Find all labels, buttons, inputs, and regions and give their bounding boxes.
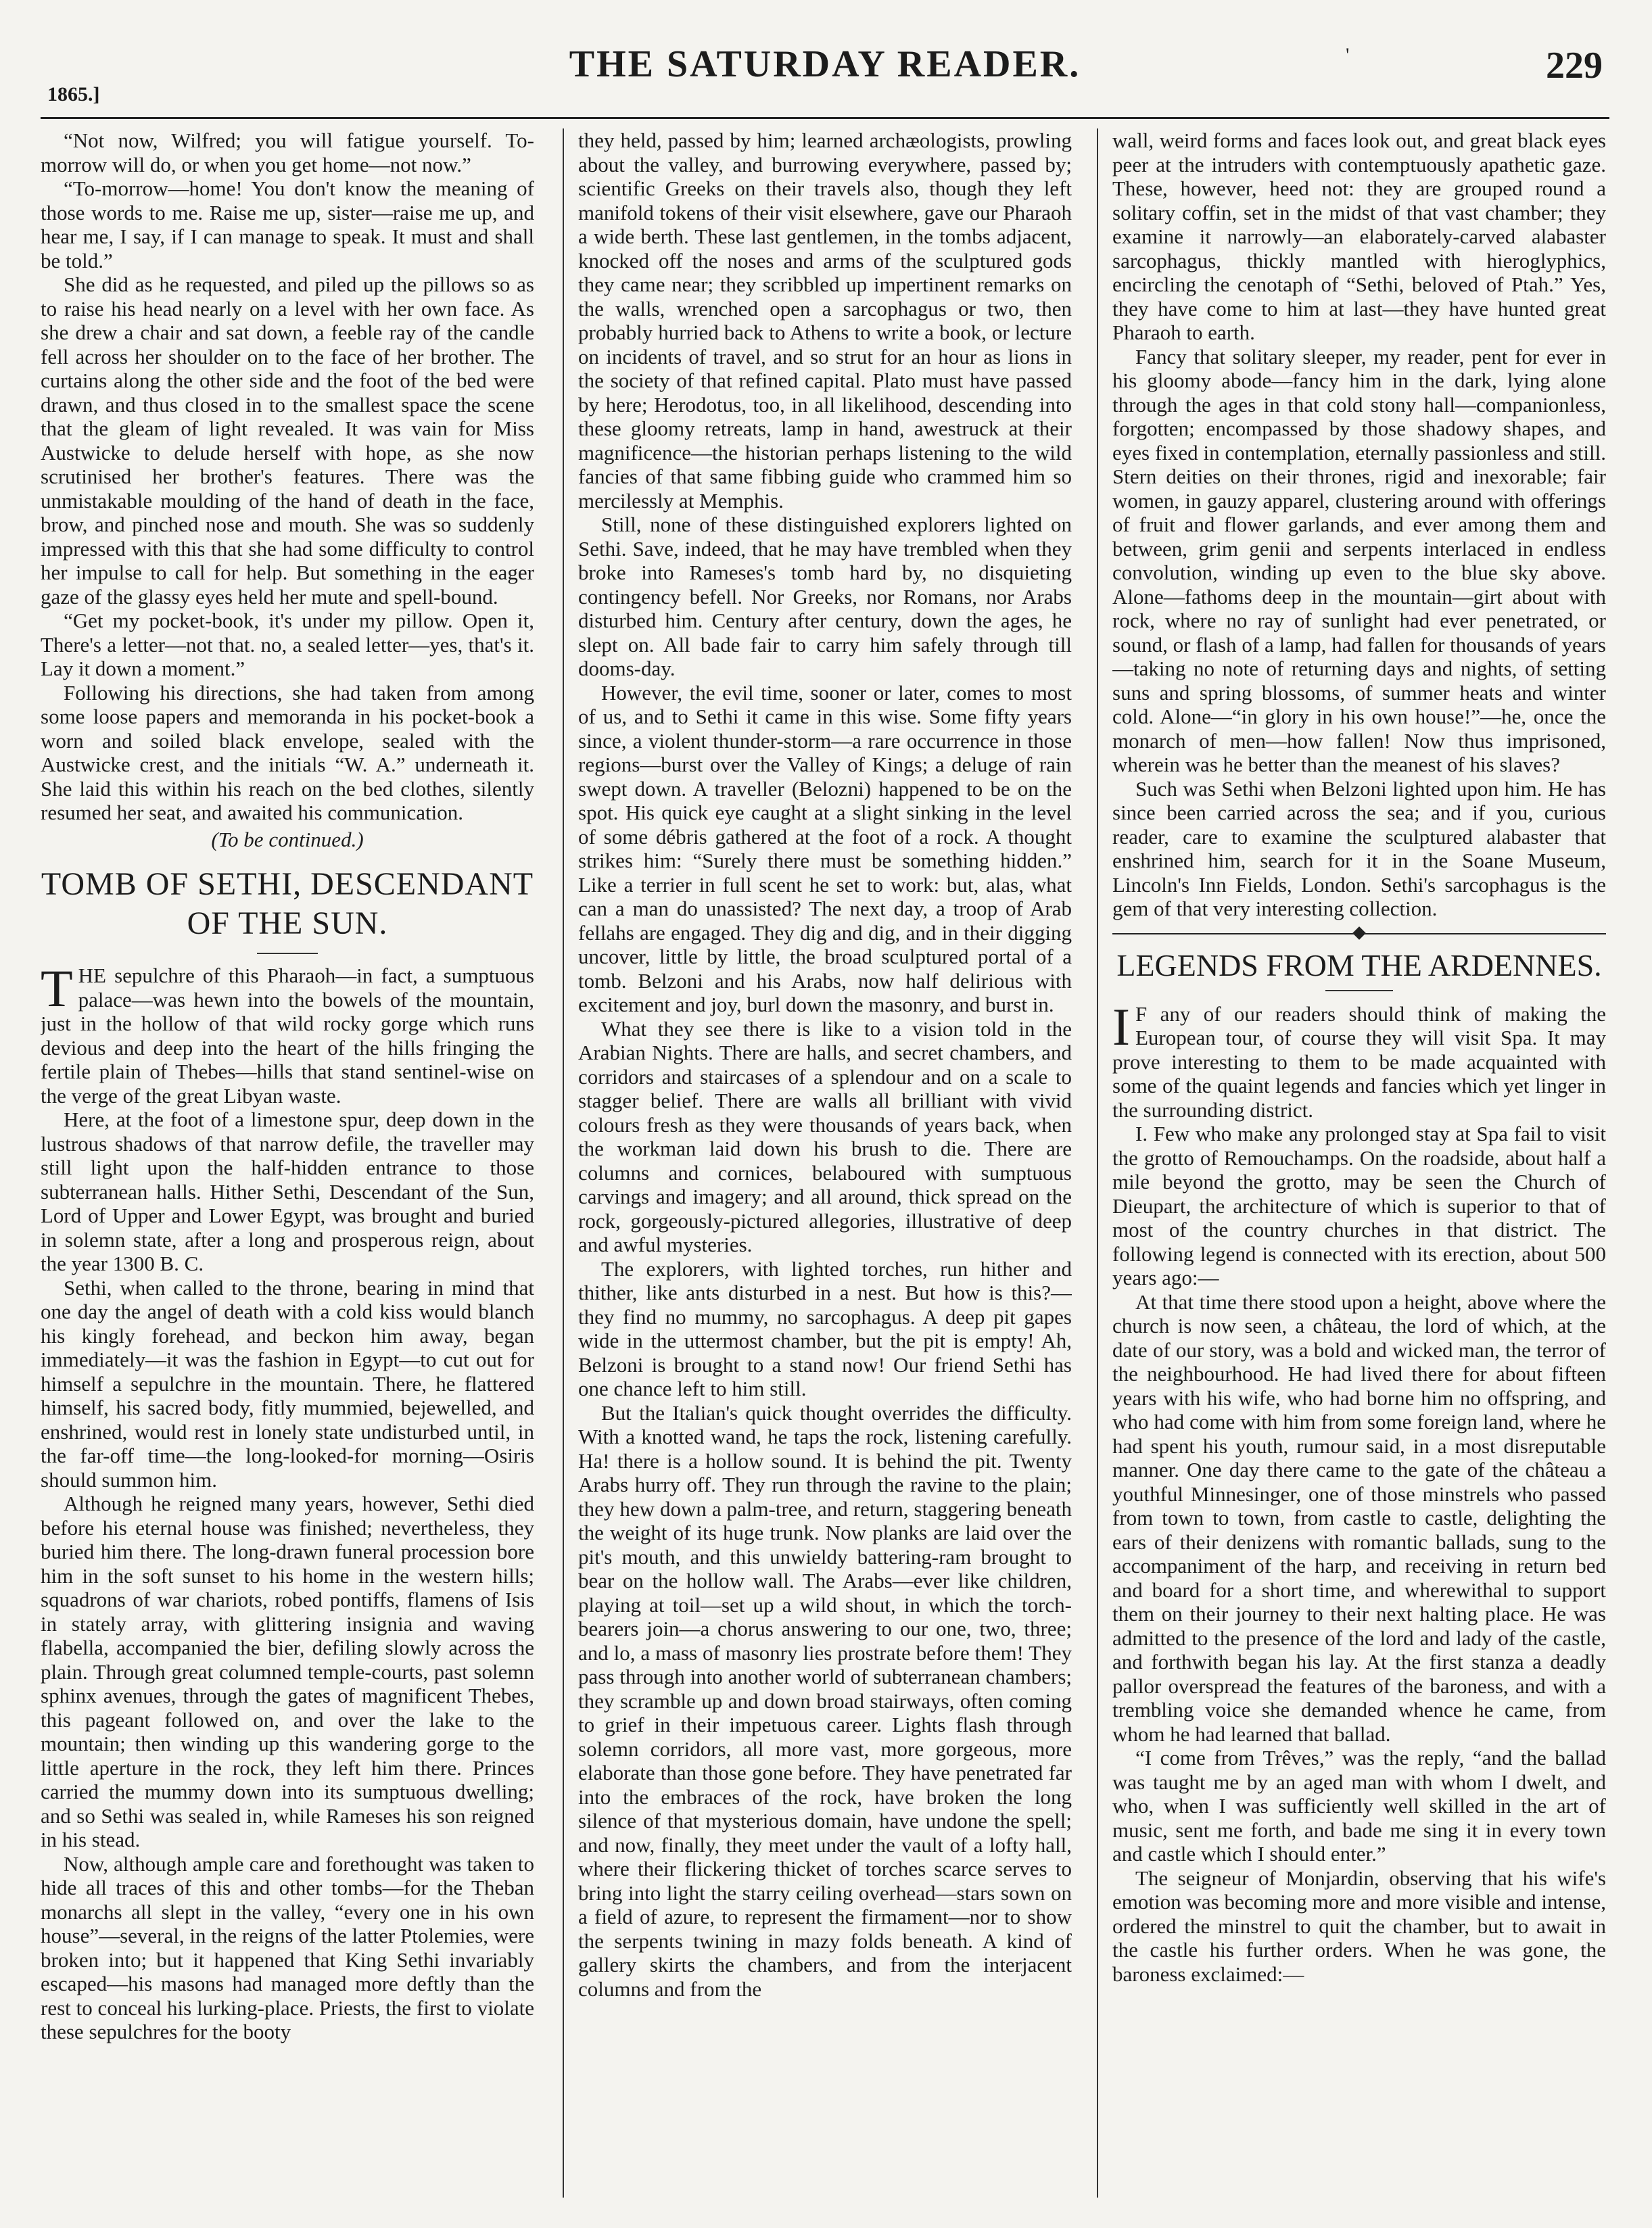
paragraph-text: F any of our readers should think of making the European tour, of course they will visit Spa. It may prove interesting to them to be made acquainted with some of the quaint legends and fancies which yet linger in the surrounding district.: [1112, 1001, 1606, 1122]
paragraph: Here, at the foot of a limestone spur, deep down in the lustrous shadows of that narrow defile, the traveller may still light upon the half-hidden entrance to those subterranean halls. Hither Sethi, Descendant of the Sun, Lord of Upper and Lower Egypt, was brought and buried in solemn state, after a long and prosperous reign, about the year 1300 B. C.: [41, 1108, 534, 1275]
paragraph: Now, although ample care and forethought was taken to hide all traces of this and other tombs—for the Theban monarchs all slept in the valley, “every one in his own house”—several, in the reigns of the latter Ptolemies, were broken into; but it happened that King Sethi invariably escaped—his masons had managed more deftly than the rest to conceal his lurking-place. Priests, the first to violate these sepulchres for the booty: [41, 1851, 534, 2043]
paragraph: At that time there stood upon a height, above where the church is now seen, a château, the lord of which, at the date of our story, was a bold and wicked man, the terror of the neighbourhood. He had lived there for about fifteen years with his wife, who had borne him no offspring, and who had come with him from some foreign land, where he had spent his youth, rumour said, in a most disreputable manner. One day there came to the gate of the château a youthful Minnesinger, one of those minstrels who passed from town to town, from castle to castle, delighting the ears of their denizens with romantic ballads, sung to the accompaniment of the harp, and receiving in return bed and board for a short time, and wherewithal to support them on their journey to their next halting place. He was admitted to the presence of the lord and lady of the castle, and forthwith began his lay. At the first stanza a deadly pallor overspread the features of the baroness, and with a trembling voice she demanded whence he came, from whom he had learned that ballad.: [1112, 1289, 1606, 1746]
paragraph: The explorers, with lighted torches, run hither and thither, like ants disturbed in a nest. But how is this?—they find no mummy, no sarcophagus. A deep pit gapes wide in the uttermost chamber, but the pit is empty! Ah, Belzoni is brought to a stand now! Our friend Sethi has one chance left to him still.: [578, 1256, 1072, 1400]
header-year: 1865.]: [47, 83, 100, 105]
newspaper-page: [41, 37, 1609, 2201]
paragraph: I. Few who make any prolonged stay at Spa fail to visit the grotto of Remouchamps. On the roadside, about half a mile beyond the grotto, may be seen the Church of Dieupart, the architecture of which is superior to that of most of the country churches in that district. The following legend is connected with its erection, about 500 years ago:—: [1112, 1122, 1606, 1289]
paragraph: “Get my pocket-book, it's under my pillow. Open it, There's a letter—not that. no, a sealed letter—yes, that's it. Lay it down a moment.”: [41, 609, 534, 680]
column-rule-2: [1097, 128, 1098, 2198]
drop-cap: I: [1112, 997, 1130, 1056]
paragraph: However, the evil time, sooner or later, comes to most of us, and to Sethi it came in this wise. Some fifty years since, a violent thunder-storm—a rare occurrence in those regions—burst over the Valley of Kings; a deluge of rain swept down. A traveller (Belozni) happened to be on the spot. His quick eye caught at a slight sinking in the level of some débris gathered at the foot of a rock. A thought strikes him: “Surely there must be something hidden.” Like a terrier in full scent he set to work: but, alas, what can a man do unassisted? The next day, a troop of Arab fellahs are engaged. They dig and dig, and in their digging uncover, little by little, the broad sculptured portal of a tomb. Belzoni and his Arabs, now half delirious with excitement and joy, burl down the masonry, and burst in.: [578, 680, 1072, 1016]
paragraph: “Not now, Wilfred; you will fatigue yourself. To-morrow will do, or when you get home—not now.”: [41, 128, 534, 176]
paragraph: “I come from Trêves,” was the reply, “and the ballad was taught me by an aged man with whom I dwelt, and who, when I was sufficiently well skilled in the art of music, sent me forth, and bade me sing it in every town and castle which I should enter.”: [1112, 1746, 1606, 1866]
paragraph: She did as he requested, and piled up the pillows so as to raise his head nearly on a level with her own face. As she drew a chair and sat down, a feeble ray of the candle fell across her shoulder on to the face of her brother. The curtains along the other side and the foot of the bed were drawn, and thus closed in to the smallest space the scene that the gleam of light revealed. It was vain for Miss Austwicke to delude herself with hope, as she now scrutinised her brother's features. There was the unmistakable moulding of the hand of death in the face, brow, and pinched nose and mouth. She was so suddenly impressed with this that she had some difficulty to control her impulse to call for help. But something in the eager gaze of the glassy eyes held her mute and spell-bound.: [41, 272, 534, 609]
paragraph: they held, passed by him; learned archæologists, prowling about the valley, and burrowing everywhere, passed by; scientific Greeks on their travels also, though they left manifold tokens of their visit elsewhere, gave our Pharaoh a wide berth. These last gentlemen, in the tombs adjacent, knocked off the noses and arms of the sculptured gods they came near; they scribbled up impertinent remarks on the walls, wrenched open a sarcophagus or two, then probably hurried back to Athens to write a book, or lecture on incidents of travel, and so strut for an hour as lions in the society of that refined capital. Plato must have passed by here; Herodotus, too, in all likelihood, descending into these gloomy retreats, lamp in hand, awestruck at their magnificence—the historian perhaps listening to the wild fancies of that same fibbing guide who crammed him so mercilessly at Memphis.: [578, 128, 1072, 513]
paragraph-first: [1112, 997, 1606, 1122]
column-2: [578, 128, 1072, 2198]
to-be-continued: (To be continued.): [211, 827, 364, 851]
paragraph: Fancy that solitary sleeper, my reader, pent for ever in his gloomy abode—fancy him in the dark, lying alone through the ages in that cold stony hall—companionless, forgotten; encompassed by those shadowy shapes, and eyes fixed in contemplation, eternally passionless and still. Stern deities on their thrones, rigid and inexorable; fair women, in gauzy apparel, clustering around with offerings of fruit and flower garlands, and ever among them and between, grim genii and serpents interlaced in endless convolution, winding up even to the blue sky above. Alone—fathoms deep in the mountain—girt about with rock, where no ray of sunlight had ever penetrated, or sound, or flash of a lamp, had fallen for thousands of years—taking no note of returning days and nights, of setting suns and spring blossoms, of summer heats and winter cold. Alone—“in glory in his own house!”—he, once the monarch of men—how fallen! Now thus imprisoned, wherein was he better than the meanest of his slaves?: [1112, 344, 1606, 776]
diamond-ornament: [1352, 926, 1366, 940]
header-rule: [41, 117, 1609, 119]
section-divider: [1112, 933, 1606, 934]
column-3: [1112, 128, 1606, 2198]
paragraph: Following his directions, she had taken from among some loose papers and memoranda in his pocket-book a worn and soiled black envelope, sealed with the Austwicke crest, and the initials “W. A.” underneath it. She laid this within his reach on the bed clothes, silently resumed her seat, and awaited his communication.: [41, 680, 534, 824]
title-rule: [257, 953, 318, 954]
paragraph: Sethi, when called to the throne, bearing in mind that one day the angel of death with a cold kiss would blanch his kingly forehead, and beckon him away, began immediately—it was the fashion in Egypt—to cut out for himself a sepulchre in the mountain. There, he flattered himself, his sacred body, fitly mummied, bejewelled, and enshrined, would rest in lonely state undisturbed until, in the far-off time—the long-looked-for morning—Osiris should summon him.: [41, 1275, 534, 1492]
page-number: 229: [1546, 45, 1603, 87]
paragraph-text: HE sepulchre of this Pharaoh—in fact, a sumptuous palace—was hewn into the bowels of the mountain, just in the hollow of that wild rocky gorge which runs devious and deep into the heart of the hills fringing the fertile plain of Thebes—hills that stand sentinel-wise on the verge of the great Libyan waste.: [41, 964, 534, 1108]
paragraph: Such was Sethi when Belzoni lighted upon him. He has since been carried across the sea; and if you, curious reader, care to examine the sculptured alabaster that enshrined him, search for it in the Soane Museum, Lincoln's Inn Fields, London. Sethi's sarcophagus is the gem of that very interesting collection.: [1112, 776, 1606, 920]
article-title-line-2: OF THE SUN.: [187, 905, 388, 941]
title-rule: [1325, 990, 1393, 991]
header-mark: ': [1346, 44, 1350, 66]
paragraph: The seigneur of Monjardin, observing that his wife's emotion was becoming more and more visible and intense, ordered the minstrel to quit the chamber, but to await in the castle his further orders. When he was gone, the baroness exclaimed:—: [1112, 1866, 1606, 1986]
article-title: LEGENDS FROM THE ARDENNES.: [1116, 947, 1602, 982]
page-header: [41, 37, 1609, 118]
paragraph: Although he reigned many years, however, Sethi died before his eternal house was finished; nevertheless, they buried him there. The long-drawn funeral procession bore him in the soft sunset to his home in the western hills; squadrons of war chariots, robed pontiffs, flamens of Isis in stately array, with glittering insignia and waving flabella, accompanied the bier, defiling slowly across the plain. Through great columned temple-courts, past solemn sphinx avenues, through the gates of magnificent Thebes, this pageant followed on, and over the lake to the mountain; then winding up this wandering gorge to the little aperture in the rock, they left him there. Princes carried the mummy down into its sumptuous dwelling; and so Sethi was sealed in, while Rameses his son reigned in his stead.: [41, 1492, 534, 1851]
paragraph: “To-morrow—home! You don't know the meaning of those words to me. Raise me up, sister—raise me up, and hear me, I say, if I can manage to speak. It must and shall be told.”: [41, 176, 534, 272]
paragraph: But the Italian's quick thought overrides the difficulty. With a knotted wand, he taps the rock, listening carefully. Ha! there is a hollow sound. It is behind the pit. Twenty Arabs hurry off. They run through the ravine to the plain; they hew down a palm-tree, and return, staggering beneath the weight of its huge trunk. Now planks are laid over the pit's mouth, and this unwieldy battering-ram brought to bear on the hollow wall. The Arabs—ever like children, playing at toil—set up a wild shout, in which the torch-bearers join—a chorus answering to our one, two, three; and lo, a mass of masonry lies prostrate before them! They pass through into another world of subterranean chambers; they scramble up and down broad stairways, often coming to grief in their impetuous career. Lights flash through solemn corridors, all more vast, more gorgeous, more elaborate than those gone before. They have penetrated far into the embraces of the rock, have broken the long silence of that mysterious domain, have undone the spell; and now, finally, they meet under the vault of a lofty hall, where their flickering thicket of torches scarce serves to bring into light the starry ceiling overhead—stars sown on a field of azure, to represent the firmament—nor to show the serpents twining in mazy folds beneath. A kind of gallery skirts the chambers, and from the interjacent columns and from the: [578, 1400, 1072, 2001]
column-rule-1: [563, 128, 564, 2198]
drop-cap: T: [41, 959, 73, 1018]
paragraph: What they see there is like to a vision told in the Arabian Nights. There are halls, and secret chambers, and corridors and staircases of a splendour and on a scale to stagger belief. There are walls all brilliant with vivid colours fresh as they were thousands of years back, when the workman laid down his brush to die. There are columns and cornices, belaboured with sumptuous carvings and imagery; and all around, thick spread on the rock, gorgeously-pictured allegories, illustrative of deep and awful mysteries.: [578, 1016, 1072, 1256]
article-title-line-1: TOMB OF SETHI, DESCENDANT: [41, 866, 534, 902]
paragraph-first: [41, 959, 534, 1108]
paragraph: Still, none of these distinguished explorers lighted on Sethi. Save, indeed, that he may have trembled when they broke into Rameses's tomb hard by, no disquieting contingency befell. Nor Greeks, nor Romans, nor Arabs disturbed him. Century after century, down the ages, he slept on. All bade fair to carry him safely through till dooms-day.: [578, 513, 1072, 680]
paragraph: wall, weird forms and faces look out, and great black eyes peer at the intruders with contemptuously apathetic gaze. These, however, heed not: they are grouped round a solitary coffin, set in the midst of that vast chamber; they examine it narrowly—an elaborately-carved alabaster sarcophagus, thickly mantled with hieroglyphics, encircling the cenotaph of “Sethi, beloved of Ptah.” Yes, they have come to him at last—they have hunted great Pharaoh to earth.: [1112, 128, 1606, 344]
article-title: [41, 865, 534, 943]
column-1: [41, 128, 534, 2198]
publication-title: THE SATURDAY READER.: [569, 43, 1081, 85]
